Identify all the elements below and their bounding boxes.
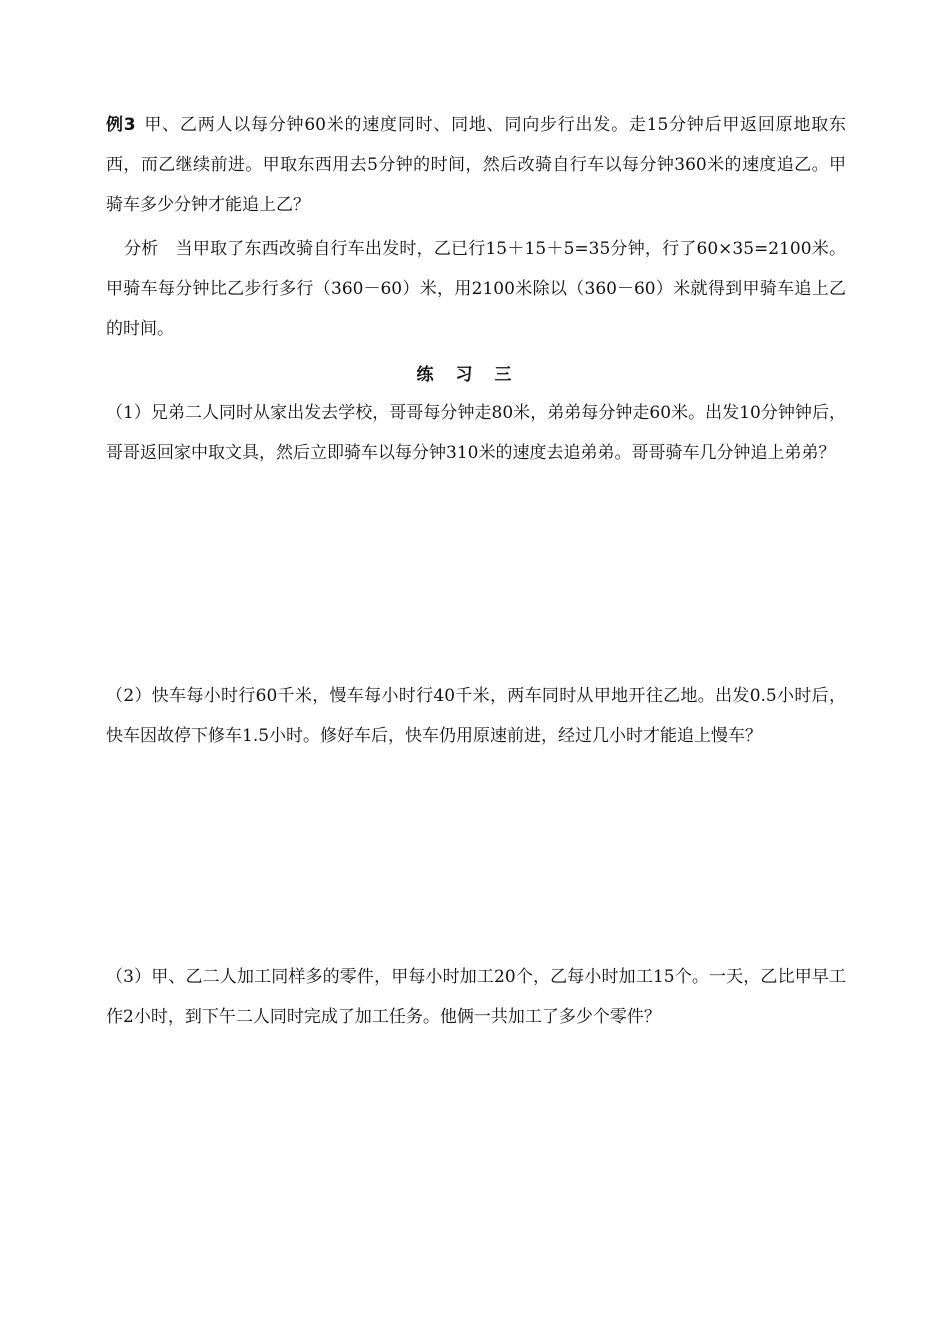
example-label: 例3: [106, 115, 136, 135]
problem-1: [106, 393, 846, 473]
problem-3-text: （3）甲、乙二人加工同样多的零件，甲每小时加工20个，乙每小时加工15个。一天，乙比甲早工作2小时，到下午二人同时完成了加工任务。他俩一共加工了多少个零件？: [106, 967, 846, 1027]
analysis-paragraph: [106, 229, 846, 349]
problem-2: [106, 676, 846, 756]
analysis-text: 分析 当甲取了东西改骑自行车出发时，乙已行15＋15＋5=35分钟，行了60×35=2100米。甲骑车每分钟比乙步行多行（360－60）米，用2100米除以（360－60）米就得到甲骑车追上乙的时间。: [106, 239, 846, 339]
example-text: 甲、乙两人以每分钟60米的速度同时、同地、同向步行出发。走15分钟后甲返回原地取东西，而乙继续前进。甲取东西用去5分钟的时间，然后改骑自行车以每分钟360米的速度追乙。甲骑车多少分钟才能追上乙？: [106, 115, 846, 215]
exercise-heading: 练习三: [416, 365, 534, 385]
example-paragraph: [106, 105, 846, 225]
problem-3: [106, 957, 846, 1037]
problem-2-text: （2）快车每小时行60千米，慢车每小时行40千米，两车同时从甲地开往乙地。出发0.5小时后，快车因故停下修车1.5小时。修好车后，快车仍用原速前进，经过几小时才能追上慢车？: [106, 686, 846, 746]
problem-1-text: （1）兄弟二人同时从家出发去学校，哥哥每分钟走80米，弟弟每分钟走60米。出发10分钟钟后，哥哥返回家中取文具，然后立即骑车以每分钟310米的速度去追弟弟。哥哥骑车几分钟追上弟弟？: [106, 403, 846, 463]
